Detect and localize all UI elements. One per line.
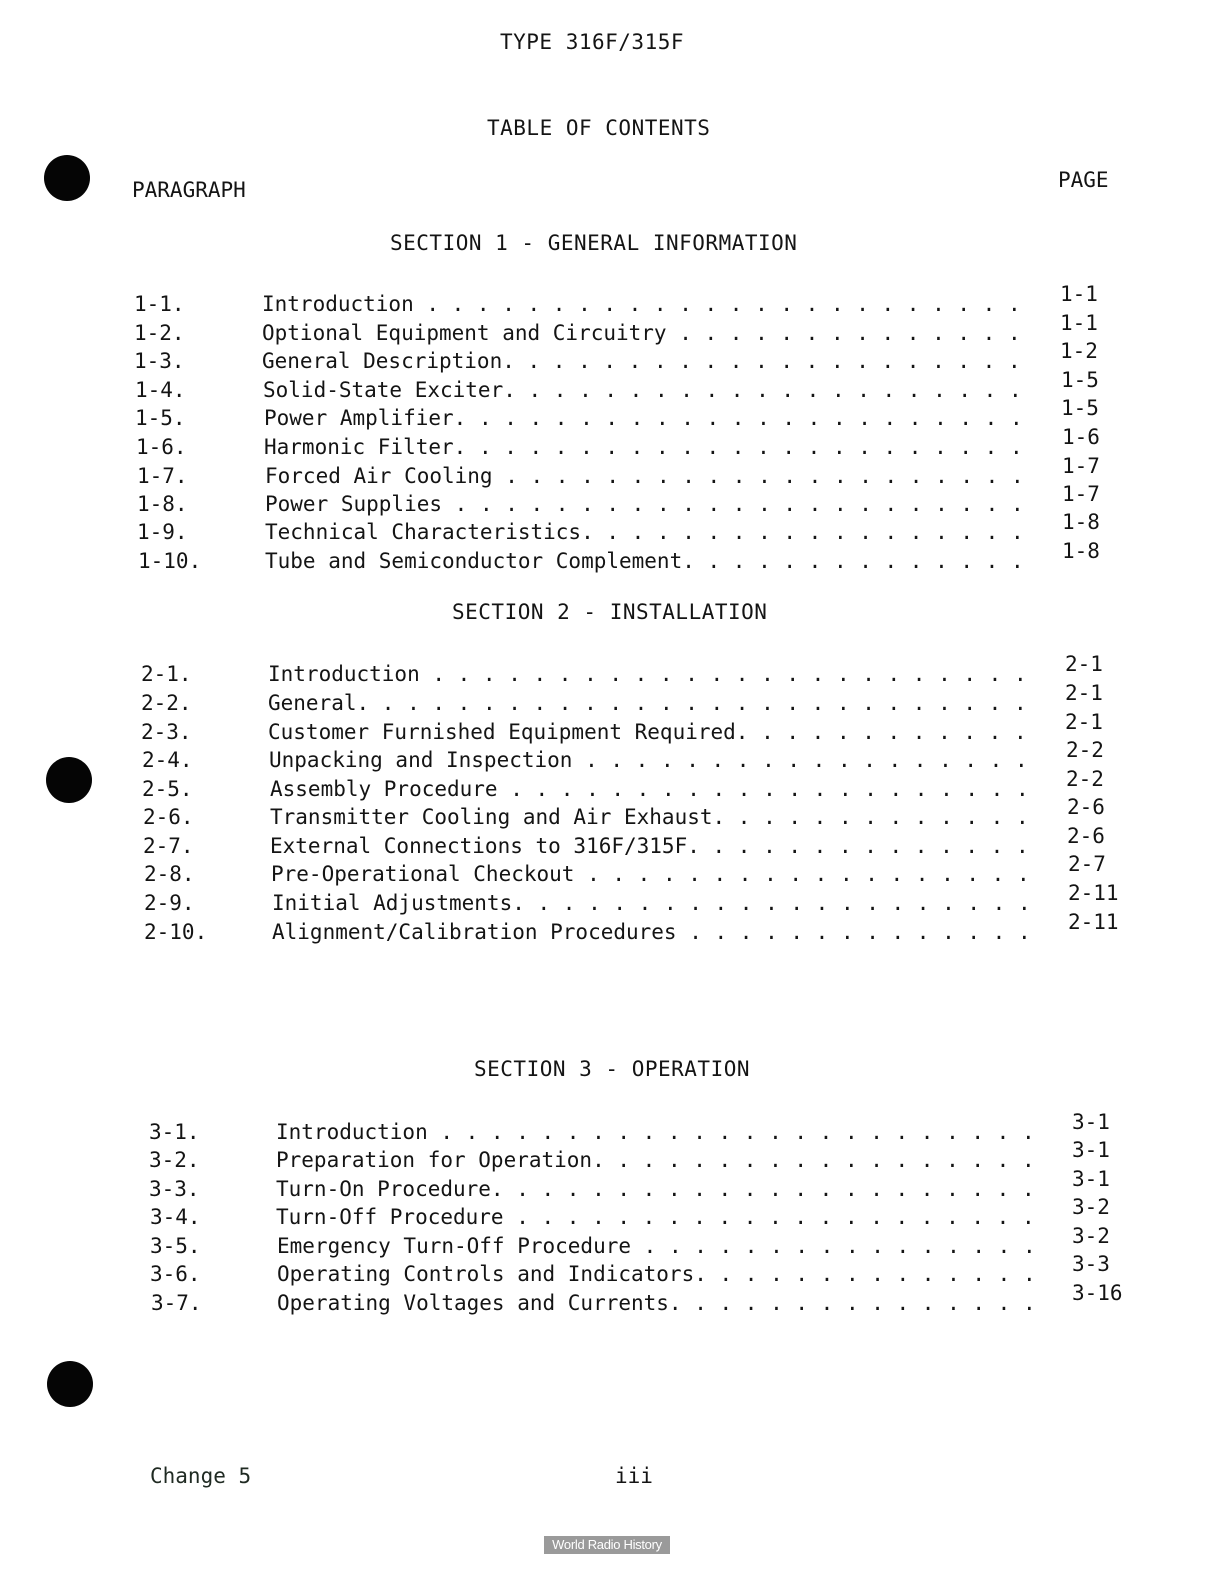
entry-page: 1-7 <box>1062 482 1100 506</box>
entry-page: 1-8 <box>1062 510 1100 534</box>
entry-title: Initial Adjustments. . . . <box>272 891 1042 915</box>
toc-entry <box>149 1138 1134 1176</box>
entry-number: 1-8. <box>137 492 188 516</box>
entry-number: 1-4. <box>135 378 186 402</box>
toc-entry <box>134 339 1109 377</box>
entry-title: Operating Voltages and Currents. . . . <box>277 1291 1047 1315</box>
toc-entry <box>143 795 1128 833</box>
toc-entry <box>150 1252 1135 1290</box>
entry-title: Transmitter Cooling and Air Exhaust. . . . <box>270 805 1040 829</box>
toc-entry <box>142 767 1127 805</box>
toc-entry <box>151 1281 1136 1319</box>
toc-entry <box>150 1195 1135 1233</box>
toc-entry <box>150 1224 1135 1262</box>
entry-number: 2-9. <box>144 891 195 915</box>
entry-page: 3-16 <box>1072 1281 1123 1305</box>
toc-entry <box>144 852 1129 890</box>
entry-title: Harmonic Filter. . . . <box>264 435 1034 459</box>
entry-title: Customer Furnished Equipment Required. . . . <box>268 720 1038 744</box>
toc-entry <box>149 1110 1134 1148</box>
binder-hole-middle <box>46 757 92 803</box>
entry-number: 2-10. <box>144 920 208 944</box>
entry-number: 1-9. <box>137 520 188 544</box>
toc-entry <box>137 454 1112 492</box>
entry-number: 2-6. <box>143 805 194 829</box>
entry-page: 1-5 <box>1061 396 1099 420</box>
entry-number: 2-7. <box>143 834 194 858</box>
entry-page: 2-6 <box>1067 795 1105 819</box>
entry-page: 2-2 <box>1066 738 1104 762</box>
entry-title: Solid-State Exciter. . . . <box>263 378 1033 402</box>
entry-title: Pre-Operational Checkout . . . <box>271 862 1041 886</box>
toc-entry <box>135 396 1110 434</box>
entry-page: 1-2 <box>1060 339 1098 363</box>
entry-title: Forced Air Cooling . . . <box>265 464 1035 488</box>
entry-number: 2-2. <box>141 691 192 715</box>
entry-page: 2-11 <box>1068 910 1119 934</box>
entry-number: 3-3. <box>149 1177 200 1201</box>
entry-number: 2-5. <box>142 777 193 801</box>
entry-title: Optional Equipment and Circuitry . . . <box>262 321 1032 345</box>
entry-page: 2-11 <box>1068 881 1119 905</box>
entry-page: 1-1 <box>1060 311 1098 335</box>
page-number: iii <box>615 1464 653 1488</box>
entry-number: 1-5. <box>135 406 186 430</box>
entry-title: Turn-On Procedure. . . . <box>276 1177 1046 1201</box>
entry-title: Unpacking and Inspection . . . <box>269 748 1039 772</box>
entry-number: 1-7. <box>137 464 188 488</box>
entry-title: Emergency Turn-Off Procedure . . . <box>277 1234 1047 1258</box>
section-heading: SECTION 1 - GENERAL INFORMATION <box>390 231 798 255</box>
entry-page: 3-2 <box>1072 1195 1110 1219</box>
entry-title: Turn-Off Procedure . . . <box>276 1205 1046 1229</box>
entry-title: Preparation for Operation. . . . <box>276 1148 1046 1172</box>
entry-number: 3-5. <box>150 1234 201 1258</box>
entry-title: Tube and Semiconductor Complement. . . . <box>265 549 1035 573</box>
entry-page: 3-1 <box>1072 1110 1110 1134</box>
entry-title: Power Amplifier. . . . <box>264 406 1034 430</box>
entry-number: 3-1. <box>149 1120 200 1144</box>
toc-entry <box>137 510 1112 548</box>
toc-entry <box>136 425 1111 463</box>
entry-title: Introduction . . . <box>268 662 1038 686</box>
entry-number: 3-4. <box>150 1205 201 1229</box>
entry-number: 2-1. <box>141 662 192 686</box>
entry-title: Introduction . . . <box>276 1120 1046 1144</box>
entry-page: 2-1 <box>1065 681 1103 705</box>
entry-title: Technical Characteristics. . . . <box>265 520 1035 544</box>
change-notice: Change 5 <box>150 1464 252 1488</box>
toc-entry <box>137 482 1112 520</box>
binder-hole-top <box>44 155 90 201</box>
entry-page: 1-6 <box>1062 425 1100 449</box>
toc-entry <box>144 910 1129 948</box>
entry-number: 2-8. <box>144 862 195 886</box>
entry-page: 2-6 <box>1067 824 1105 848</box>
entry-number: 1-1. <box>134 292 185 316</box>
entry-number: 1-10. <box>138 549 202 573</box>
entry-title: Assembly Procedure . . . <box>270 777 1040 801</box>
entry-number: 1-3. <box>134 349 185 373</box>
toc-entry <box>149 1167 1134 1205</box>
entry-number: 2-4. <box>142 748 193 772</box>
entry-number: 1-6. <box>136 435 187 459</box>
entry-number: 3-7. <box>151 1291 202 1315</box>
toc-entry <box>142 738 1127 776</box>
page-title: TABLE OF CONTENTS <box>487 116 711 140</box>
entry-page: 3-3 <box>1072 1252 1110 1276</box>
entry-number: 3-6. <box>150 1262 201 1286</box>
toc-entry <box>134 282 1109 320</box>
entry-page: 1-7 <box>1062 454 1100 478</box>
section-heading: SECTION 2 - INSTALLATION <box>452 600 768 624</box>
section-heading: SECTION 3 - OPERATION <box>474 1057 751 1081</box>
entry-number: 2-3. <box>141 720 192 744</box>
entry-title: Operating Controls and Indicators. . . . <box>277 1262 1047 1286</box>
watermark-badge: World Radio History <box>544 1536 670 1554</box>
column-header-paragraph: PARAGRAPH <box>132 178 246 202</box>
entry-page: 3-1 <box>1072 1167 1110 1191</box>
toc-entry <box>143 824 1128 862</box>
entry-title: General. . . . <box>268 691 1038 715</box>
toc-entry <box>141 652 1126 690</box>
toc-entry <box>144 881 1129 919</box>
entry-page: 2-1 <box>1065 710 1103 734</box>
entry-title: External Connections to 316F/315F. . . . <box>270 834 1040 858</box>
entry-page: 2-1 <box>1065 652 1103 676</box>
entry-title: Alignment/Calibration Procedures . . . <box>272 920 1042 944</box>
toc-entry <box>141 710 1126 748</box>
toc-entry <box>134 311 1109 349</box>
entry-page: 1-8 <box>1062 539 1100 563</box>
entry-number: 1-2. <box>134 321 185 345</box>
column-header-page: PAGE <box>1058 168 1109 192</box>
entry-title: Power Supplies . . . <box>265 492 1035 516</box>
entry-title: Introduction . . . <box>262 292 1032 316</box>
toc-entry <box>141 681 1126 719</box>
entry-page: 2-2 <box>1066 767 1104 791</box>
entry-number: 3-2. <box>149 1148 200 1172</box>
entry-page: 1-1 <box>1060 282 1098 306</box>
entry-page: 3-1 <box>1072 1138 1110 1162</box>
binder-hole-bottom <box>47 1361 93 1407</box>
entry-page: 2-7 <box>1068 852 1106 876</box>
entry-page: 3-2 <box>1072 1224 1110 1248</box>
toc-entry <box>138 539 1113 577</box>
toc-entry <box>135 368 1110 406</box>
document-type: TYPE 316F/315F <box>500 30 685 54</box>
entry-title: General Description. . . . <box>262 349 1032 373</box>
entry-page: 1-5 <box>1061 368 1099 392</box>
